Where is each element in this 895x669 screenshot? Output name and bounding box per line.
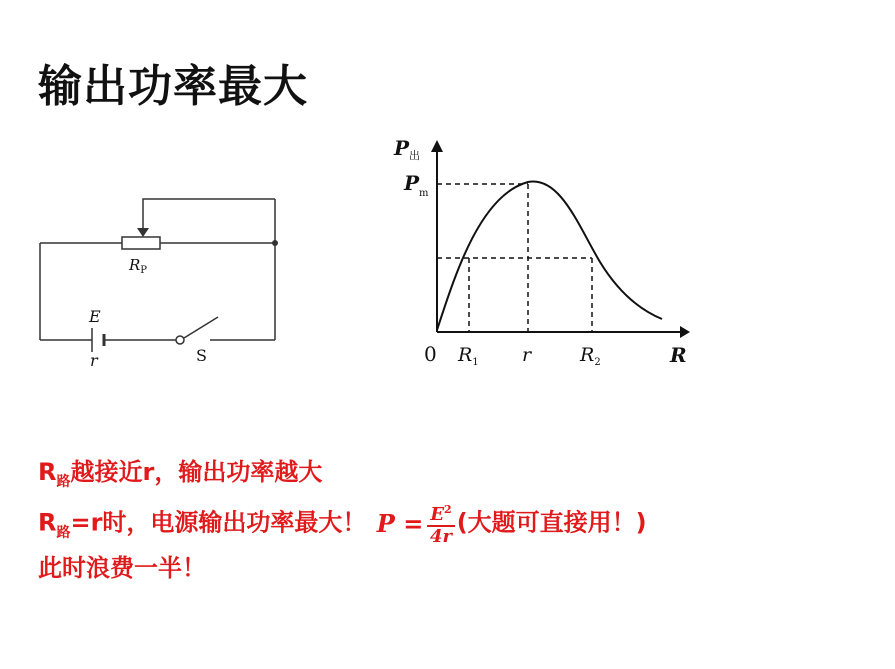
note2-sub: 路 (56, 524, 71, 541)
y-axis-label: $P_出$ (394, 136, 421, 162)
note2-r: R (38, 508, 57, 537)
note2-tail: (大题可直接用！) (456, 508, 647, 537)
formula-denominator: 4r (430, 526, 453, 547)
x-tick-r2: $R_2$ (580, 344, 601, 368)
peak-label: $P_m$ (404, 171, 429, 199)
formula-fraction (427, 500, 454, 547)
note-line-1 (38, 452, 323, 490)
x-axis-label: R (670, 343, 687, 367)
formula-lhs: P = (376, 509, 424, 538)
emf-label: E (89, 307, 101, 326)
rheostat-label: $R_P$ (129, 256, 148, 276)
page-title: 输出功率最大 (38, 61, 308, 112)
x-tick-r1: $R_1$ (458, 344, 479, 368)
origin-label: 0 (424, 342, 437, 366)
note1-r: R (38, 458, 57, 486)
formula-numerator: $E^2$ (427, 500, 454, 527)
power-curve (437, 181, 662, 330)
switch-label: S (196, 346, 207, 365)
note1-sub: 路 (56, 474, 71, 490)
internal-resistance-label: r (90, 351, 98, 370)
y-axis-arrow-icon (431, 140, 443, 152)
note-line-3: 此时浪费一半！ (38, 554, 206, 582)
x-axis-arrow-icon (680, 326, 690, 338)
note1-text: 越接近r，输出功率越大 (70, 458, 323, 486)
note-line-2 (38, 500, 647, 547)
note2-text: =r时，电源输出功率最大！ (70, 508, 367, 537)
x-tick-r: r (522, 344, 532, 366)
